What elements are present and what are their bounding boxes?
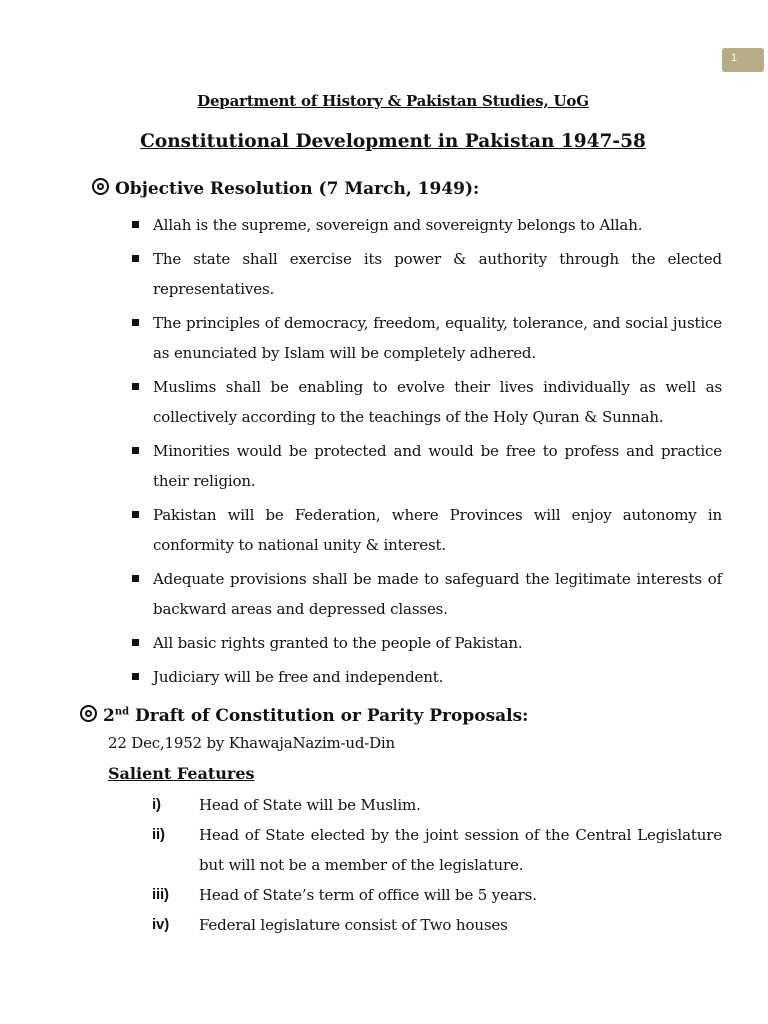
feature-number: iv) bbox=[152, 916, 170, 933]
page-number-badge bbox=[722, 48, 764, 72]
list-item-text: Pakistan will be Federation, where Provinces will enjoy autonomy in conformity to national unity & interest. bbox=[153, 506, 722, 554]
feature-item bbox=[152, 790, 722, 820]
feature-item bbox=[152, 820, 722, 880]
square-bullet-icon bbox=[132, 575, 139, 582]
list-item-text: Adequate provisions shall be made to safeguard the legitimate interests of backward areas and depressed classes. bbox=[153, 570, 722, 618]
page-number: 1 bbox=[731, 52, 738, 64]
feature-text: Head of State elected by the joint session of the Central Legislature but will not be a member of the legislature. bbox=[199, 826, 722, 874]
square-bullet-icon bbox=[132, 221, 139, 228]
section-heading-objective-resolution bbox=[92, 178, 479, 199]
list-item bbox=[130, 436, 722, 496]
square-bullet-icon bbox=[132, 319, 139, 326]
list-item-text: Allah is the supreme, sovereign and sovereignty belongs to Allah. bbox=[153, 216, 643, 234]
heading-number: 2 bbox=[103, 706, 115, 726]
feature-number: iii) bbox=[152, 886, 169, 903]
feature-text: Federal legislature consist of Two houses bbox=[199, 916, 508, 934]
square-bullet-icon bbox=[132, 673, 139, 680]
section-heading-text: Objective Resolution (7 March, 1949): bbox=[115, 179, 480, 199]
list-item bbox=[130, 372, 722, 432]
section-heading-text: Draft of Constitution or Parity Proposals: bbox=[129, 706, 529, 726]
square-bullet-icon bbox=[132, 383, 139, 390]
feature-item bbox=[152, 880, 722, 910]
list-item bbox=[130, 210, 722, 240]
salient-features-heading: Salient Features bbox=[108, 764, 255, 783]
list-item bbox=[130, 628, 722, 658]
square-bullet-icon bbox=[132, 639, 139, 646]
square-bullet-icon bbox=[132, 511, 139, 518]
list-item-text: The principles of democracy, freedom, equality, tolerance, and social justice as enunciated by Islam will be completely adhered. bbox=[153, 314, 722, 362]
list-item bbox=[130, 308, 722, 368]
target-bullet-icon bbox=[92, 178, 109, 195]
list-item bbox=[130, 244, 722, 304]
list-item bbox=[130, 564, 722, 624]
objective-resolution-list bbox=[130, 210, 722, 696]
square-bullet-icon bbox=[132, 255, 139, 262]
feature-number: i) bbox=[152, 796, 161, 813]
feature-item bbox=[152, 910, 722, 940]
feature-text: Head of State will be Muslim. bbox=[199, 796, 421, 814]
section-heading-parity-proposals bbox=[80, 705, 528, 726]
list-item-text: The state shall exercise its power & authority through the elected representatives. bbox=[153, 250, 722, 298]
draft-date-line: 22 Dec,1952 by KhawajaNazim-ud-Din bbox=[108, 734, 395, 752]
list-item-text: All basic rights granted to the people of Pakistan. bbox=[153, 634, 523, 652]
feature-text: Head of State’s term of office will be 5 years. bbox=[199, 886, 537, 904]
target-bullet-icon bbox=[80, 705, 97, 722]
heading-ordinal-suffix: nd bbox=[114, 706, 130, 718]
salient-features-list bbox=[152, 790, 722, 940]
square-bullet-icon bbox=[132, 447, 139, 454]
list-item-text: Minorities would be protected and would be free to profess and practice their religion. bbox=[153, 442, 722, 490]
list-item bbox=[130, 662, 722, 692]
feature-number: ii) bbox=[152, 826, 165, 843]
list-item bbox=[130, 500, 722, 560]
list-item-text: Muslims shall be enabling to evolve their lives individually as well as collectively according to the teachings of the Holy Quran & Sunnah. bbox=[153, 378, 722, 426]
department-heading: Department of History & Pakistan Studies, UoG bbox=[197, 92, 589, 110]
list-item-text: Judiciary will be free and independent. bbox=[153, 668, 444, 686]
document-title: Constitutional Development in Pakistan 1947-58 bbox=[140, 131, 646, 152]
